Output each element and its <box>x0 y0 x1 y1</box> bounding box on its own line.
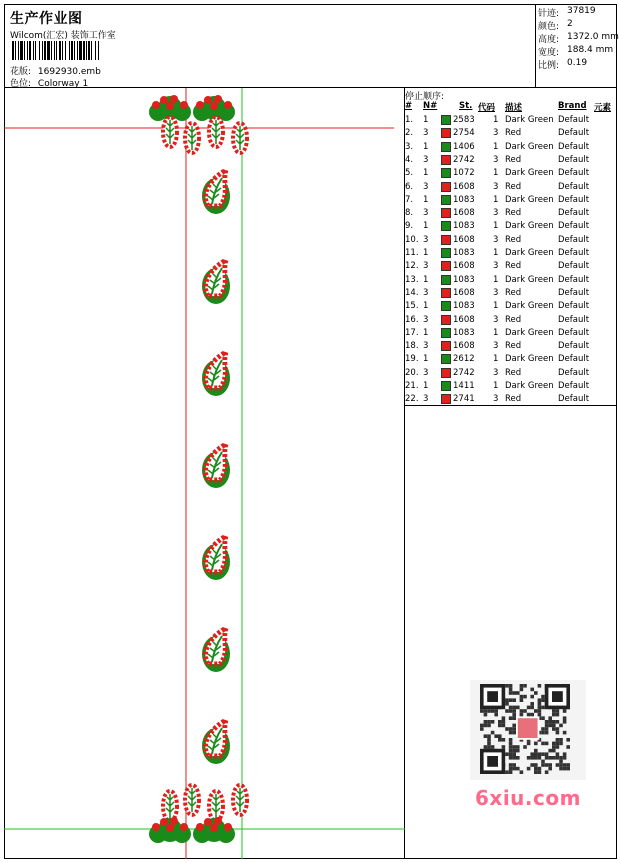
row-brand: Default <box>558 261 590 272</box>
row-brand: Default <box>558 248 590 258</box>
color-swatch <box>441 235 451 245</box>
table-row <box>405 114 617 127</box>
row-needle: 3 <box>423 394 429 405</box>
row-brand: Default <box>558 194 590 205</box>
page-title: 生产作业图 <box>10 11 83 27</box>
table-row <box>405 207 617 220</box>
paisley-motif-icon <box>202 170 230 214</box>
row-code: 3 <box>493 341 499 352</box>
embroidery-canvas <box>4 88 405 859</box>
row-code: 3 <box>493 181 499 192</box>
row-brand: Default <box>558 394 590 405</box>
row-brand: Default <box>558 354 590 365</box>
row-brand: Default <box>558 381 590 391</box>
table-row <box>405 327 617 340</box>
row-brand: Default <box>558 234 590 245</box>
table-row <box>405 340 617 353</box>
row-needle: 1 <box>423 248 429 258</box>
color-swatch <box>441 182 451 192</box>
row-description: Red <box>505 367 522 378</box>
row-number: 16. <box>405 314 419 325</box>
row-needle: 3 <box>423 314 429 325</box>
row-description: Dark Green <box>505 381 554 391</box>
color-swatch <box>441 315 451 325</box>
row-brand: Default <box>558 287 590 298</box>
row-description: Red <box>505 261 522 272</box>
row-brand: Default <box>558 128 590 139</box>
color-swatch <box>441 368 451 378</box>
row-needle: 1 <box>423 115 429 125</box>
row-description: Red <box>505 128 522 139</box>
color-swatch <box>441 248 451 258</box>
row-number: 20. <box>405 367 419 378</box>
row-brand: Default <box>558 327 590 338</box>
row-needle: 3 <box>423 154 429 165</box>
bottom-border-motif <box>149 785 247 843</box>
row-stitches: 1608 <box>453 208 475 219</box>
spec-panel <box>536 4 617 88</box>
row-number: 15. <box>405 301 419 312</box>
row-needle: 1 <box>423 381 429 391</box>
row-needle: 1 <box>423 168 429 179</box>
row-brand: Default <box>558 274 590 285</box>
paisley-motif-icon <box>202 720 230 764</box>
row-number: 13. <box>405 274 419 285</box>
table-row <box>405 300 617 313</box>
row-code: 1 <box>493 301 499 312</box>
table-row <box>405 260 617 273</box>
row-description: Red <box>505 394 522 405</box>
row-description: Dark Green <box>505 248 554 258</box>
row-code: 1 <box>493 141 499 152</box>
row-code: 1 <box>493 248 499 258</box>
row-needle: 3 <box>423 181 429 192</box>
row-description: Red <box>505 314 522 325</box>
table-row <box>405 287 617 300</box>
color-swatch <box>441 142 451 152</box>
row-number: 5. <box>405 168 414 179</box>
color-swatch <box>441 261 451 271</box>
row-needle: 3 <box>423 287 429 298</box>
row-stitches: 2741 <box>453 394 475 405</box>
table-row <box>405 154 617 167</box>
header-panel <box>4 4 536 88</box>
paisley-motif-icon <box>202 536 230 580</box>
row-number: 4. <box>405 154 414 165</box>
row-description: Red <box>505 208 522 219</box>
row-description: Red <box>505 287 522 298</box>
row-brand: Default <box>558 115 590 125</box>
color-swatch <box>441 354 451 364</box>
row-code: 1 <box>493 381 499 391</box>
row-description: Dark Green <box>505 354 554 365</box>
row-description: Red <box>505 154 522 165</box>
row-code: 3 <box>493 154 499 165</box>
color-swatch <box>441 328 451 338</box>
row-stitches: 1083 <box>453 194 475 205</box>
col-header-desc: 描述 <box>505 103 523 113</box>
row-description: Dark Green <box>505 141 554 152</box>
paisley-motif-icon <box>202 260 230 304</box>
row-description: Red <box>505 341 522 352</box>
row-number: 19. <box>405 354 419 365</box>
color-swatch <box>441 381 451 391</box>
row-stitches: 2612 <box>453 354 475 365</box>
colorway-label: 色位: <box>10 79 32 89</box>
table-row <box>405 393 617 406</box>
row-number: 7. <box>405 194 414 205</box>
row-code: 1 <box>493 327 499 338</box>
row-stitches: 1083 <box>453 301 475 312</box>
row-stitches: 1608 <box>453 287 475 298</box>
row-brand: Default <box>558 314 590 325</box>
row-brand: Default <box>558 221 590 232</box>
row-stitches: 1072 <box>453 168 475 179</box>
row-code: 3 <box>493 261 499 272</box>
row-brand: Default <box>558 301 590 312</box>
row-code: 1 <box>493 274 499 285</box>
row-stitches: 1083 <box>453 221 475 232</box>
row-code: 3 <box>493 208 499 219</box>
row-description: Dark Green <box>505 327 554 338</box>
table-row <box>405 181 617 194</box>
spec-stitches: 针迹: 37819 <box>538 6 596 19</box>
row-brand: Default <box>558 141 590 152</box>
stop-sequence-title: 停止顺序: <box>405 92 445 102</box>
row-code: 1 <box>493 168 499 179</box>
row-stitches: 1608 <box>453 234 475 245</box>
row-number: 17. <box>405 327 419 338</box>
col-header-code: 代码 <box>478 103 496 113</box>
design-file-name: 1692930.emb <box>37 67 101 77</box>
row-description: Dark Green <box>505 115 554 125</box>
qr-code-icon <box>470 680 586 780</box>
spec-colors: 颜色: 2 <box>538 19 573 32</box>
table-row <box>405 167 617 180</box>
row-code: 1 <box>493 194 499 205</box>
color-swatch <box>441 195 451 205</box>
table-row <box>405 194 617 207</box>
row-code: 3 <box>493 314 499 325</box>
row-description: Dark Green <box>505 301 554 312</box>
row-needle: 3 <box>423 234 429 245</box>
row-stitches: 1411 <box>453 381 475 391</box>
row-description: Red <box>505 234 522 245</box>
company-name: Wilcom(汇宏) 装饰工作室 <box>10 31 116 41</box>
row-number: 9. <box>405 221 414 232</box>
table-row <box>405 274 617 287</box>
row-number: 6. <box>405 181 414 192</box>
watermark-site: 6xiu.com <box>475 786 581 810</box>
table-row <box>405 141 617 154</box>
stop-sequence-table <box>405 88 617 406</box>
design-preview <box>4 88 405 859</box>
row-needle: 3 <box>423 261 429 272</box>
color-swatch <box>441 288 451 298</box>
row-number: 8. <box>405 208 414 219</box>
row-code: 3 <box>493 394 499 405</box>
row-stitches: 2742 <box>453 154 475 165</box>
paisley-motif-icon <box>202 628 230 672</box>
color-swatch <box>441 115 451 125</box>
row-number: 12. <box>405 261 419 272</box>
paisley-motif-column <box>202 170 230 764</box>
row-number: 14. <box>405 287 419 298</box>
row-brand: Default <box>558 208 590 219</box>
row-description: Dark Green <box>505 221 554 232</box>
table-row <box>405 380 617 393</box>
color-swatch <box>441 221 451 231</box>
col-header-needle: N# <box>423 101 438 111</box>
row-number: 21. <box>405 381 419 391</box>
row-needle: 3 <box>423 128 429 139</box>
row-stitches: 1608 <box>453 341 475 352</box>
row-code: 3 <box>493 234 499 245</box>
row-stitches: 1083 <box>453 327 475 338</box>
barcode-icon <box>12 41 146 60</box>
row-number: 2. <box>405 128 414 139</box>
row-stitches: 2583 <box>453 115 475 125</box>
top-border-motif <box>149 95 247 153</box>
row-number: 10. <box>405 234 419 245</box>
row-code: 3 <box>493 287 499 298</box>
table-row <box>405 314 617 327</box>
row-description: Dark Green <box>505 168 554 179</box>
row-needle: 1 <box>423 221 429 232</box>
row-number: 18. <box>405 341 419 352</box>
table-row <box>405 127 617 140</box>
colorway-name: Colorway 1 <box>37 79 89 89</box>
row-needle: 1 <box>423 141 429 152</box>
col-header-num: # <box>405 101 413 111</box>
row-brand: Default <box>558 168 590 179</box>
col-header-brand: Brand <box>558 101 587 111</box>
table-row <box>405 247 617 260</box>
design-file-label: 花版: <box>10 67 32 77</box>
row-code: 1 <box>493 354 499 365</box>
col-header-element: 元素 <box>594 103 612 113</box>
row-stitches: 2742 <box>453 367 475 378</box>
color-swatch <box>441 168 451 178</box>
row-description: Dark Green <box>505 194 554 205</box>
row-number: 22. <box>405 394 419 405</box>
color-swatch <box>441 275 451 285</box>
row-needle: 1 <box>423 327 429 338</box>
row-needle: 3 <box>423 367 429 378</box>
row-brand: Default <box>558 341 590 352</box>
paisley-motif-icon <box>202 444 230 488</box>
spec-scale: 比例: 0.19 <box>538 58 588 71</box>
row-brand: Default <box>558 154 590 165</box>
table-row <box>405 353 617 366</box>
row-needle: 3 <box>423 341 429 352</box>
table-row <box>405 234 617 247</box>
row-description: Red <box>505 181 522 192</box>
color-swatch <box>441 394 451 404</box>
spec-width: 宽度: 188.4 mm <box>538 45 614 58</box>
row-stitches: 2754 <box>453 128 475 139</box>
row-stitches: 1608 <box>453 181 475 192</box>
col-header-stitches: St. <box>459 101 473 111</box>
row-number: 1. <box>405 115 414 125</box>
table-row <box>405 220 617 233</box>
row-needle: 1 <box>423 274 429 285</box>
row-needle: 1 <box>423 301 429 312</box>
row-code: 1 <box>493 115 499 125</box>
row-stitches: 1083 <box>453 248 475 258</box>
spec-height: 高度: 1372.0 mm <box>538 32 619 45</box>
table-row <box>405 367 617 380</box>
row-code: 3 <box>493 367 499 378</box>
row-needle: 3 <box>423 208 429 219</box>
color-swatch <box>441 128 451 138</box>
row-description: Dark Green <box>505 274 554 285</box>
color-swatch <box>441 155 451 165</box>
paisley-motif-icon <box>202 352 230 396</box>
row-stitches: 1406 <box>453 141 475 152</box>
row-number: 3. <box>405 141 414 152</box>
row-stitches: 1608 <box>453 314 475 325</box>
row-stitches: 1608 <box>453 261 475 272</box>
color-swatch <box>441 341 451 351</box>
row-brand: Default <box>558 181 590 192</box>
row-needle: 1 <box>423 194 429 205</box>
row-number: 11. <box>405 248 419 258</box>
row-needle: 1 <box>423 354 429 365</box>
row-code: 3 <box>493 128 499 139</box>
row-code: 1 <box>493 221 499 232</box>
row-stitches: 1083 <box>453 274 475 285</box>
row-brand: Default <box>558 367 590 378</box>
color-swatch <box>441 208 451 218</box>
color-swatch <box>441 301 451 311</box>
